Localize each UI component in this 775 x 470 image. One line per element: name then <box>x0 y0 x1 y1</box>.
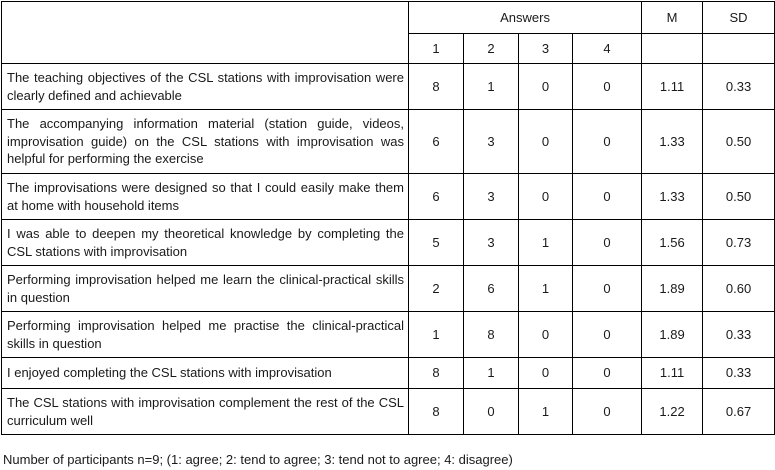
table-footnote: Number of participants n=9; (1: agree; 2: tend to agree; 3: tend not to agree; 4: disagree) <box>3 452 513 467</box>
survey-results-table <box>1 1 775 435</box>
sd-value: 0.73 <box>703 220 775 266</box>
count-disagree: 0 <box>573 110 642 174</box>
count-tend-agree: 3 <box>464 110 519 174</box>
count-tend-not-agree: 1 <box>519 389 573 435</box>
table-row <box>2 110 775 174</box>
count-tend-agree: 6 <box>464 266 519 312</box>
count-tend-not-agree: 1 <box>519 220 573 266</box>
count-agree: 6 <box>409 110 464 174</box>
mean-value: 1.89 <box>642 266 703 312</box>
count-agree: 8 <box>409 64 464 110</box>
table-row <box>2 266 775 312</box>
count-tend-not-agree: 1 <box>519 266 573 312</box>
count-tend-not-agree: 0 <box>519 312 573 358</box>
count-agree: 2 <box>409 266 464 312</box>
count-tend-not-agree: 0 <box>519 174 573 220</box>
statement-cell: I was able to deepen my theoretical knowledge by completing the CSL stations with improvisation <box>2 220 409 266</box>
table-row <box>2 64 775 110</box>
sd-value: 0.50 <box>703 174 775 220</box>
statement-cell: The CSL stations with improvisation complement the rest of the CSL curriculum well <box>2 389 409 435</box>
statement-cell: Performing improvisation helped me learn the clinical-practical skills in question <box>2 266 409 312</box>
statement-cell: The improvisations were designed so that I could easily make them at home with household items <box>2 174 409 220</box>
sd-header-blank <box>703 34 775 64</box>
sd-value: 0.33 <box>703 358 775 389</box>
table-row <box>2 312 775 358</box>
sd-value: 0.50 <box>703 110 775 174</box>
count-agree: 1 <box>409 312 464 358</box>
sd-value: 0.33 <box>703 312 775 358</box>
mean-value: 1.22 <box>642 389 703 435</box>
header-corner-cell <box>2 2 409 64</box>
sd-value: 0.67 <box>703 389 775 435</box>
count-disagree: 0 <box>573 64 642 110</box>
count-disagree: 0 <box>573 174 642 220</box>
table-row <box>2 220 775 266</box>
count-tend-agree: 0 <box>464 389 519 435</box>
scale-header-2: 2 <box>464 34 519 64</box>
sd-value: 0.60 <box>703 266 775 312</box>
sd-value: 0.33 <box>703 64 775 110</box>
scale-header-4: 4 <box>573 34 642 64</box>
header-row-answers <box>2 2 775 34</box>
count-tend-agree: 8 <box>464 312 519 358</box>
table-row <box>2 174 775 220</box>
mean-header-blank <box>642 34 703 64</box>
count-tend-not-agree: 0 <box>519 64 573 110</box>
scale-header-1: 1 <box>409 34 464 64</box>
statement-cell: The teaching objectives of the CSL stations with improvisation were clearly defined and achievable <box>2 64 409 110</box>
count-tend-agree: 1 <box>464 358 519 389</box>
count-agree: 8 <box>409 389 464 435</box>
mean-value: 1.11 <box>642 358 703 389</box>
table-row <box>2 389 775 435</box>
statement-cell: I enjoyed completing the CSL stations with improvisation <box>2 358 409 389</box>
mean-value: 1.33 <box>642 174 703 220</box>
count-tend-agree: 3 <box>464 220 519 266</box>
count-tend-agree: 1 <box>464 64 519 110</box>
count-disagree: 0 <box>573 220 642 266</box>
count-tend-not-agree: 0 <box>519 358 573 389</box>
answers-header: Answers <box>409 2 642 34</box>
count-agree: 5 <box>409 220 464 266</box>
table-row <box>2 358 775 389</box>
statement-cell: Performing improvisation helped me practise the clinical-practical skills in question <box>2 312 409 358</box>
mean-header: M <box>642 2 703 34</box>
count-tend-agree: 3 <box>464 174 519 220</box>
mean-value: 1.89 <box>642 312 703 358</box>
count-tend-not-agree: 0 <box>519 110 573 174</box>
count-disagree: 0 <box>573 266 642 312</box>
count-disagree: 0 <box>573 358 642 389</box>
count-disagree: 0 <box>573 312 642 358</box>
statement-cell: The accompanying information material (station guide, videos, improvisation guide) on the CSL stations with improvisation was helpful for performing the exercise <box>2 110 409 174</box>
mean-value: 1.56 <box>642 220 703 266</box>
count-agree: 8 <box>409 358 464 389</box>
mean-value: 1.33 <box>642 110 703 174</box>
count-disagree: 0 <box>573 389 642 435</box>
count-agree: 6 <box>409 174 464 220</box>
mean-value: 1.11 <box>642 64 703 110</box>
scale-header-3: 3 <box>519 34 573 64</box>
sd-header: SD <box>703 2 775 34</box>
